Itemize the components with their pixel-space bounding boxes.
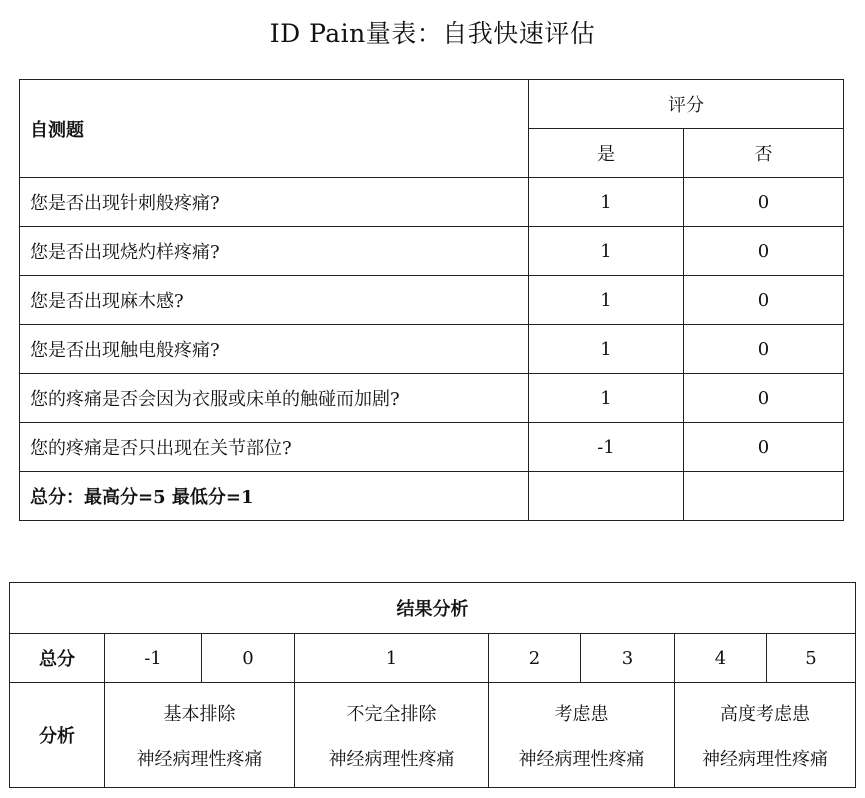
total-row xyxy=(20,472,844,521)
question-cell: 您是否出现触电般疼痛? xyxy=(20,325,529,374)
no-score-cell: 0 xyxy=(684,423,844,472)
table-row xyxy=(20,276,844,325)
analysis-cell xyxy=(295,683,489,788)
question-cell: 您是否出现麻木感? xyxy=(20,276,529,325)
no-score-cell: 0 xyxy=(684,325,844,374)
header-no: 否 xyxy=(684,129,844,178)
no-score-cell: 0 xyxy=(684,374,844,423)
score-cell: -1 xyxy=(105,634,202,683)
result-title-row xyxy=(10,583,856,634)
table-row xyxy=(20,325,844,374)
analysis-line2: 神经病理性疼痛 xyxy=(702,749,828,770)
no-score-cell: 0 xyxy=(684,276,844,325)
question-cell: 您的疼痛是否只出现在关节部位? xyxy=(20,423,529,472)
score-cell: 1 xyxy=(295,634,489,683)
total-score-label: 总分 xyxy=(10,634,105,683)
analysis-line1: 考虑患 xyxy=(554,704,609,725)
analysis-line2: 神经病理性疼痛 xyxy=(518,749,645,770)
analysis-line1: 高度考虑患 xyxy=(720,704,810,725)
table-row xyxy=(20,227,844,276)
yes-score-cell: -1 xyxy=(529,423,684,472)
result-table xyxy=(9,582,856,788)
analysis-cell xyxy=(675,683,856,788)
analysis-line1: 基本排除 xyxy=(163,704,236,725)
analysis-cell xyxy=(105,683,295,788)
yes-score-cell: 1 xyxy=(529,227,684,276)
total-no-cell xyxy=(684,472,844,521)
yes-score-cell: 1 xyxy=(529,325,684,374)
yes-score-cell: 1 xyxy=(529,178,684,227)
analysis-label: 分析 xyxy=(10,683,105,788)
result-title: 结果分析 xyxy=(10,583,856,634)
score-row xyxy=(10,634,856,683)
score-cell: 5 xyxy=(767,634,856,683)
table-row xyxy=(20,178,844,227)
header-yes: 是 xyxy=(529,129,684,178)
analysis-line2: 神经病理性疼痛 xyxy=(328,749,455,770)
table-row xyxy=(20,423,844,472)
score-cell: 4 xyxy=(675,634,767,683)
table-row xyxy=(20,374,844,423)
question-cell: 您是否出现针刺般疼痛? xyxy=(20,178,529,227)
analysis-row xyxy=(10,683,856,788)
yes-score-cell: 1 xyxy=(529,276,684,325)
analysis-cell xyxy=(489,683,675,788)
total-label: 总分：最高分=5 最低分=1 xyxy=(20,472,529,521)
header-score: 评分 xyxy=(529,80,844,129)
total-yes-cell xyxy=(529,472,684,521)
score-cell: 2 xyxy=(489,634,581,683)
analysis-line2: 神经病理性疼痛 xyxy=(136,749,263,770)
question-cell: 您的疼痛是否会因为衣服或床单的触碰而加剧? xyxy=(20,374,529,423)
no-score-cell: 0 xyxy=(684,178,844,227)
table-header-row xyxy=(20,80,844,129)
score-cell: 3 xyxy=(581,634,675,683)
page-title: ID Pain量表：自我快速评估 xyxy=(269,19,596,48)
no-score-cell: 0 xyxy=(684,227,844,276)
analysis-line1: 不完全排除 xyxy=(346,704,437,725)
score-cell: 0 xyxy=(202,634,295,683)
header-question: 自测题 xyxy=(20,80,529,178)
question-cell: 您是否出现烧灼样疼痛? xyxy=(20,227,529,276)
score-table xyxy=(19,79,844,521)
yes-score-cell: 1 xyxy=(529,374,684,423)
